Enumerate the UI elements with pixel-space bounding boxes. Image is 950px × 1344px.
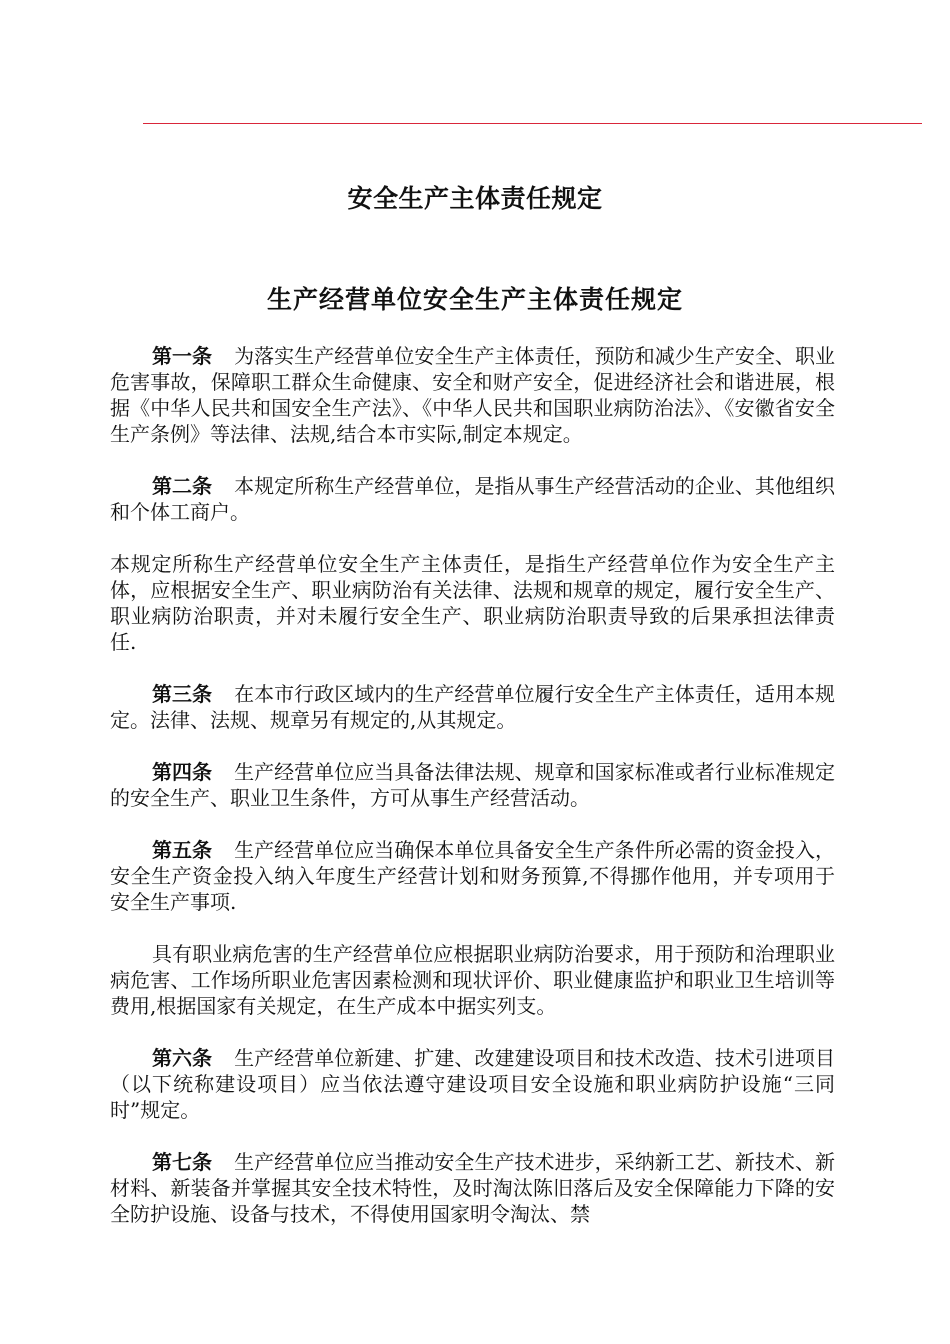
article-text: 本规定所称生产经营单位安全生产主体责任，是指生产经营单位作为安全生产主体，应根据安全生产、职业病防治有关法律、法规和规章的规定，履行安全生产、职业病防治职责，并对未履行安全生产、职业病防治职责导致的后果承担法律责任. (110, 552, 835, 654)
article-4 (110, 759, 835, 811)
article-label: 第三条 (152, 682, 213, 706)
article-text: 生产经营单位应当推动安全生产技术进步，采纳新工艺、新技术、新材料、新装备并掌握其安全技术特性，及时淘汰陈旧落后及安全保障能力下降的安全防护设施、设备与技术，不得使用国家明令淘汰、禁 (110, 1150, 835, 1226)
article-label: 第七条 (152, 1150, 213, 1174)
article-text: 为落实生产经营单位安全生产主体责任，预防和减少生产安全、职业危害事故，保障职工群众生命健康、安全和财产安全，促进经济社会和谐进展，根据《中华人民共和国安全生产法》、《中华人民共和国职业病防治法》、《安徽省安全生产条例》等法律、法规,结合本市实际,制定本规定。 (110, 344, 835, 446)
article-text: 生产经营单位新建、扩建、改建建设项目和技术改造、技术引进项目（以下统称建设项目）应当依法遵守建设项目安全设施和职业病防护设施“三同时”规定。 (110, 1046, 835, 1122)
document-body (110, 343, 835, 1253)
article-label: 第六条 (152, 1046, 213, 1070)
article-2-paragraph-2 (110, 551, 835, 655)
article-text: 本规定所称生产经营单位，是指从事生产经营活动的企业、其他组织和个体工商户。 (110, 474, 835, 524)
document-title: 安全生产主体责任规定 (347, 184, 603, 213)
document-subtitle: 生产经营单位安全生产主体责任规定 (266, 285, 683, 314)
article-text: 生产经营单位应当具备法律法规、规章和国家标准或者行业标准规定的安全生产、职业卫生条件，方可从事生产经营活动。 (110, 760, 835, 810)
article-text: 在本市行政区域内的生产经营单位履行安全生产主体责任，适用本规定。法律、法规、规章另有规定的,从其规定。 (110, 682, 835, 732)
article-7 (110, 1149, 835, 1227)
article-3 (110, 681, 835, 733)
article-1 (110, 343, 835, 447)
article-text: 具有职业病危害的生产经营单位应根据职业病防治要求，用于预防和治理职业病危害、工作场所职业危害因素检测和现状评价、职业健康监护和职业卫生培训等费用,根据国家有关规定，在生产成本中据实列支。 (110, 942, 835, 1018)
article-5-paragraph-2 (110, 941, 835, 1019)
article-2 (110, 473, 835, 525)
article-label: 第一条 (152, 344, 213, 368)
article-label: 第四条 (152, 760, 213, 784)
article-label: 第五条 (152, 838, 213, 862)
article-5 (110, 837, 835, 915)
header-rule (143, 123, 922, 124)
article-6 (110, 1045, 835, 1123)
article-text: 生产经营单位应当确保本单位具备安全生产条件所必需的资金投入，安全生产资金投入纳入年度生产经营计划和财务预算,不得挪作他用，并专项用于安全生产事项. (110, 838, 835, 914)
article-label: 第二条 (152, 474, 213, 498)
